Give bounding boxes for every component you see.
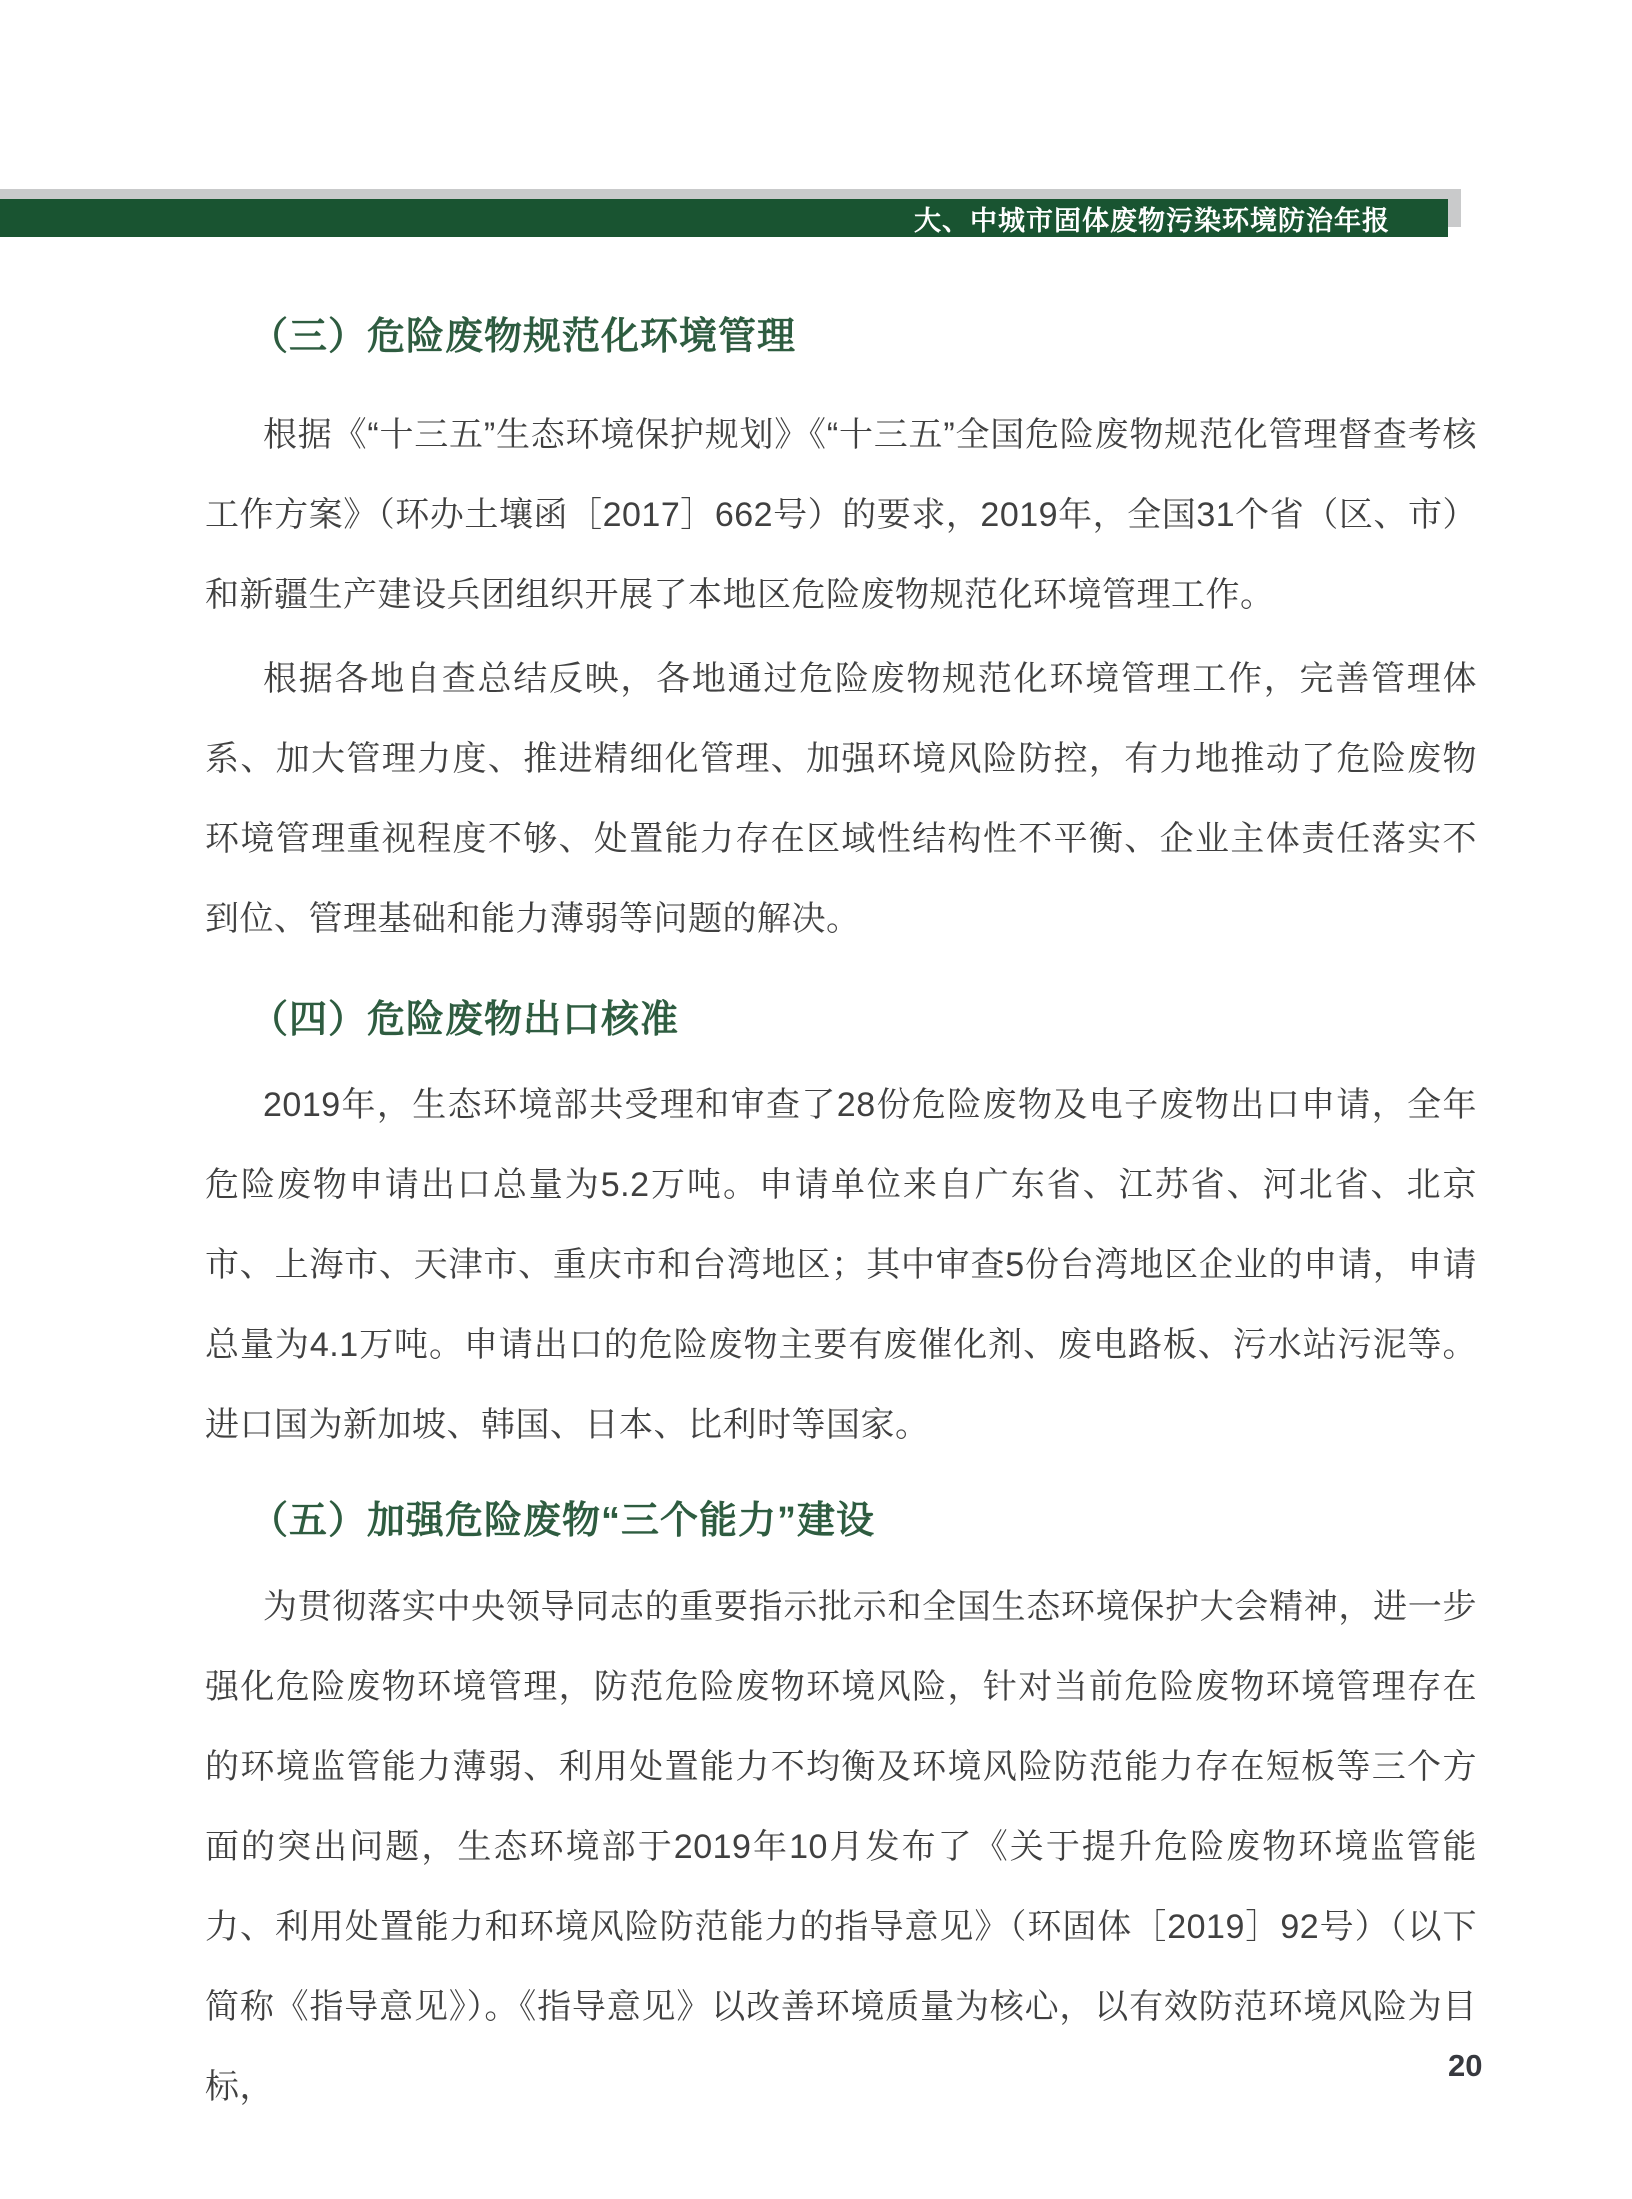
- document-content: [205, 312, 1477, 2127]
- paragraph: 根据《“十三五”生态环境保护规划》《“十三五”全国危险废物规范化管理督查考核工作方案》（环办土壤函［2017］662号）的要求，2019年，全国31个省（区、市）和新疆生产建设兵团组织开展了本地区危险废物规范化环境管理工作。: [205, 416, 1477, 614]
- paragraph: 2019年，生态环境部共受理和审查了28份危险废物及电子废物出口申请，全年危险废物申请出口总量为5.2万吨。申请单位来自广东省、江苏省、河北省、北京市、上海市、天津市、重庆市和台湾地区；其中审查5份台湾地区企业的申请，申请总量为4.1万吨。申请出口的危险废物主要有废催化剂、废电路板、污水站污泥等。进口国为新加坡、韩国、日本、比利时等国家。: [205, 1086, 1477, 1444]
- section-heading-5: （五）加强危险废物“三个能力”建设: [250, 1500, 876, 1542]
- page-number: 20: [1448, 2048, 1483, 2083]
- paragraph: 根据各地自查总结反映，各地通过危险废物规范化环境管理工作，完善管理体系、加大管理力度、推进精细化管理、加强环境风险防控，有力地推动了危险废物环境管理重视程度不够、处置能力存在区域性结构性不平衡、企业主体责任落实不到位、管理基础和能力薄弱等问题的解决。: [205, 660, 1477, 938]
- section-heading-4: （四）危险废物出口核准: [250, 999, 680, 1041]
- header-bar: [0, 199, 1448, 237]
- paragraph: 为贯彻落实中央领导同志的重要指示批示和全国生态环境保护大会精神，进一步强化危险废物环境管理，防范危险废物环境风险，针对当前危险废物环境管理存在的环境监管能力薄弱、利用处置能力不均衡及环境风险防范能力存在短板等三个方面的突出问题，生态环境部于2019年10月发布了《关于提升危险废物环境监管能力、利用处置能力和环境风险防范能力的指导意见》（环固体［2019］92号）（以下简称《指导意见》）。《指导意见》以改善环境质量为核心，以有效防范环境风险为目标，: [205, 1588, 1477, 2106]
- section-heading-3: （三）危险废物规范化环境管理: [250, 316, 797, 358]
- header-title: 大、中城市固体废物污染环境防治年报: [914, 205, 1390, 236]
